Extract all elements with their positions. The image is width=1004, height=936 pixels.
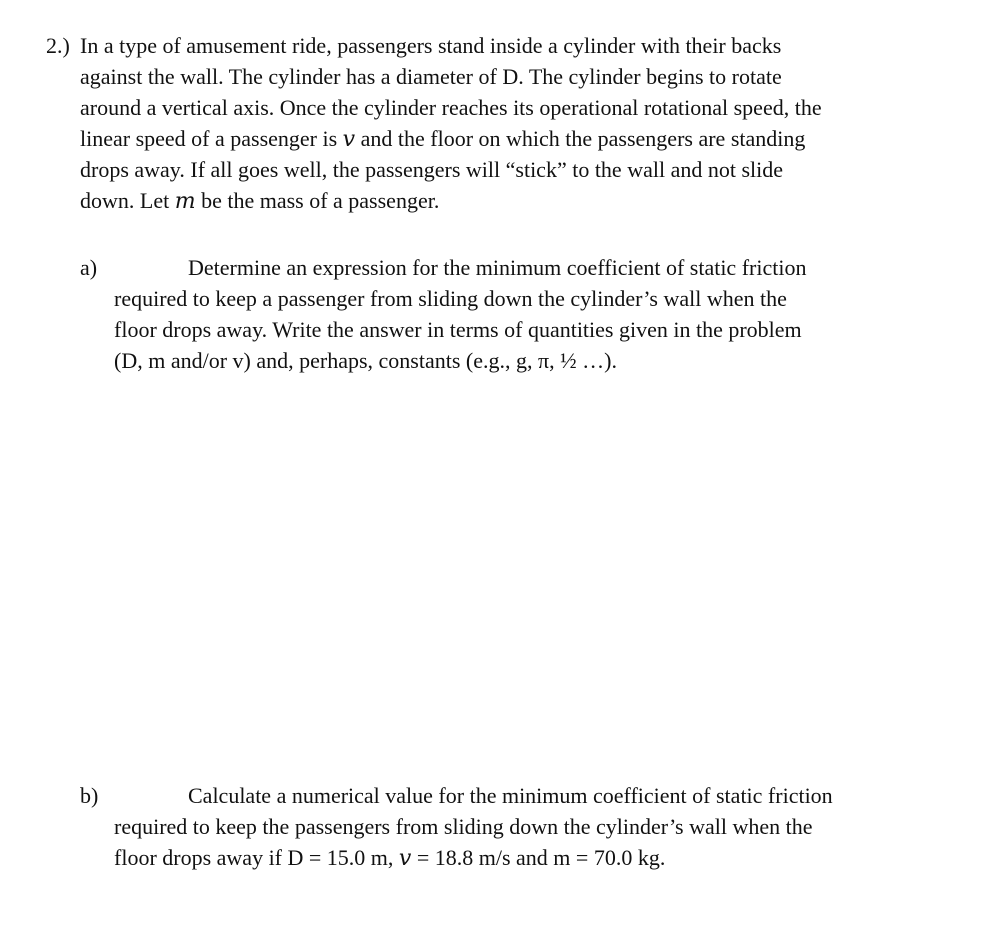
problem-statement: [46, 30, 966, 216]
part-b: [80, 780, 940, 873]
problem-line: against the wall. The cylinder has a diameter of D. The cylinder begins to rotate: [80, 64, 782, 89]
part-a-label: a): [80, 255, 98, 280]
part-b-line: Calculate a numerical value for the minimum coefficient of static friction: [188, 783, 833, 808]
part-a-line: (D, m and/or v) and, perhaps, constants (e.g., g, π, ½ …).: [114, 348, 617, 373]
part-b-line: required to keep the passengers from sliding down the cylinder’s wall when the: [114, 814, 813, 839]
part-a-text: [114, 252, 940, 376]
problem-number: 2.): [46, 33, 70, 58]
part-b-text: [114, 780, 940, 873]
problem-line: linear speed of a passenger is 𝑣 and the floor on which the passengers are standing: [80, 126, 806, 151]
problem-line: around a vertical axis. Once the cylinder reaches its operational rotational speed, the: [80, 95, 822, 120]
part-a-line: required to keep a passenger from sliding down the cylinder’s wall when the: [114, 286, 787, 311]
problem-stem: [80, 30, 966, 216]
part-b-line: floor drops away if D = 15.0 m, 𝑣 = 18.8 m/s and m = 70.0 kg.: [114, 845, 666, 870]
problem-line: In a type of amusement ride, passengers stand inside a cylinder with their backs: [80, 33, 782, 58]
part-a-line: Determine an expression for the minimum coefficient of static friction: [188, 255, 807, 280]
problem-line: drops away. If all goes well, the passengers will “stick” to the wall and not slide: [80, 157, 784, 182]
part-a-line: floor drops away. Write the answer in terms of quantities given in the problem: [114, 317, 802, 342]
part-a: [80, 252, 940, 376]
problem-line: down. Let 𝑚 be the mass of a passenger.: [80, 188, 440, 213]
part-b-label: b): [80, 783, 99, 808]
